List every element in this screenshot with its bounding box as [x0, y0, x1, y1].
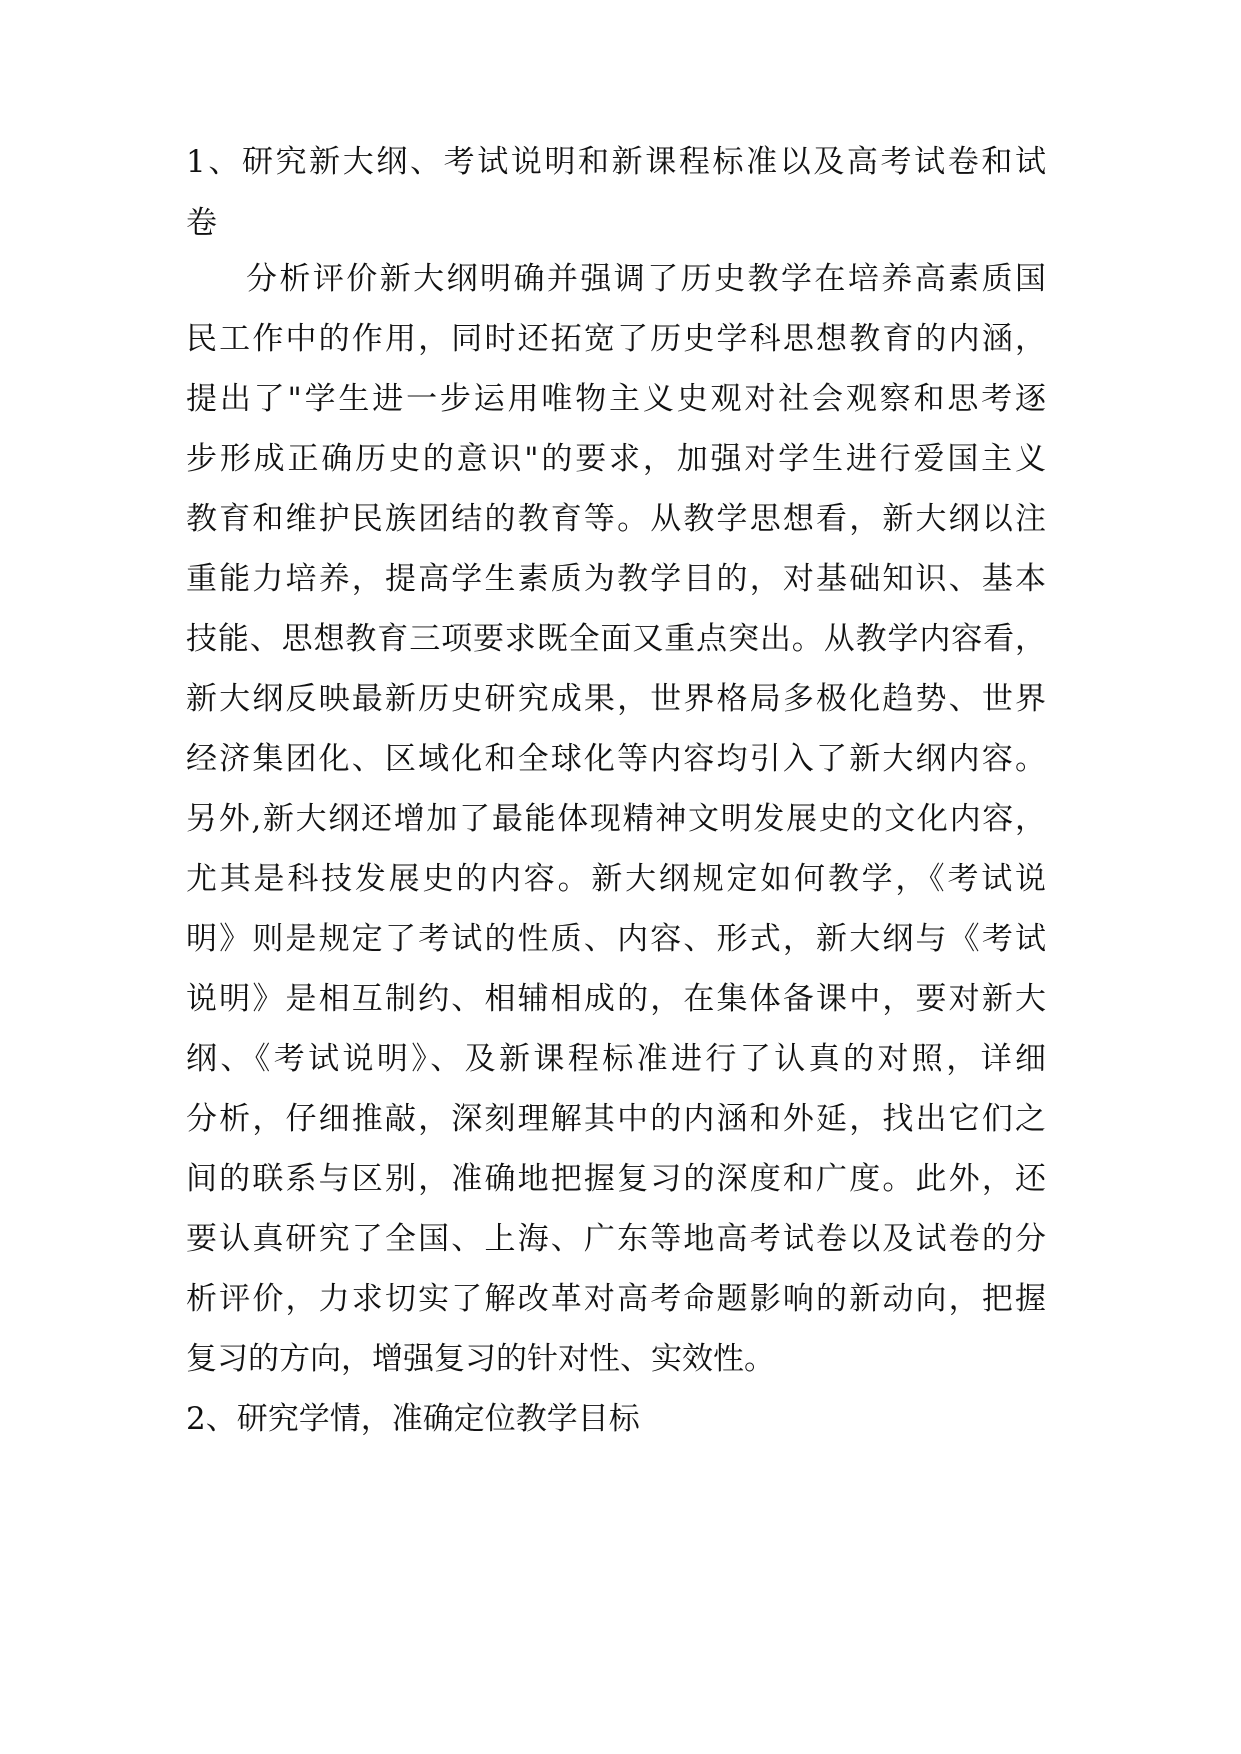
text-line: 重能力培养，提高学生素质为教学目的，对基础知识、基本	[186, 561, 1046, 597]
text-line: 1、研究新大纲、考试说明和新课程标准以及高考试卷和试	[186, 144, 1046, 180]
text-line: 分析评价新大纲明确并强调了历史教学在培养高素质国	[246, 261, 1046, 297]
text-line: 复习的方向，增强复习的针对性、实效性。	[186, 1341, 775, 1377]
text-line: 教育和维护民族团结的教育等。从教学思想看，新大纲以注	[186, 501, 1046, 537]
text-line: 析评价，力求切实了解改革对高考命题影响的新动向，把握	[186, 1281, 1046, 1317]
text-line: 提出了"学生进一步运用唯物主义史观对社会观察和思考逐	[186, 381, 1046, 417]
text-line: 技能、思想教育三项要求既全面又重点突出。从教学内容看，	[186, 621, 1046, 657]
text-line: 新大纲反映最新历史研究成果，世界格局多极化趋势、世界	[186, 681, 1046, 717]
text-line: 明》则是规定了考试的性质、内容、形式，新大纲与《考试	[186, 921, 1046, 957]
text-line: 步形成正确历史的意识"的要求，加强对学生进行爱国主义	[186, 441, 1046, 477]
text-line: 民工作中的作用，同时还拓宽了历史学科思想教育的内涵，	[186, 321, 1046, 357]
text-line: 经济集团化、区域化和全球化等内容均引入了新大纲内容。	[186, 741, 1046, 777]
text-line: 尤其是科技发展史的内容。新大纲规定如何教学，《考试说	[186, 861, 1046, 897]
text-line: 分析，仔细推敲，深刻理解其中的内涵和外延，找出它们之	[186, 1101, 1046, 1137]
text-line: 间的联系与区别，准确地把握复习的深度和广度。此外，还	[186, 1161, 1046, 1197]
text-line: 另外,新大纲还增加了最能体现精神文明发展史的文化内容，	[186, 801, 1046, 837]
text-line: 卷	[186, 205, 217, 241]
text-line: 2、研究学情，准确定位教学目标	[186, 1401, 640, 1437]
text-line: 纲、《考试说明》、及新课程标准进行了认真的对照，详细	[186, 1041, 1046, 1077]
text-line: 要认真研究了全国、上海、广东等地高考试卷以及试卷的分	[186, 1221, 1046, 1257]
text-line: 说明》是相互制约、相辅相成的，在集体备课中，要对新大	[186, 981, 1046, 1017]
